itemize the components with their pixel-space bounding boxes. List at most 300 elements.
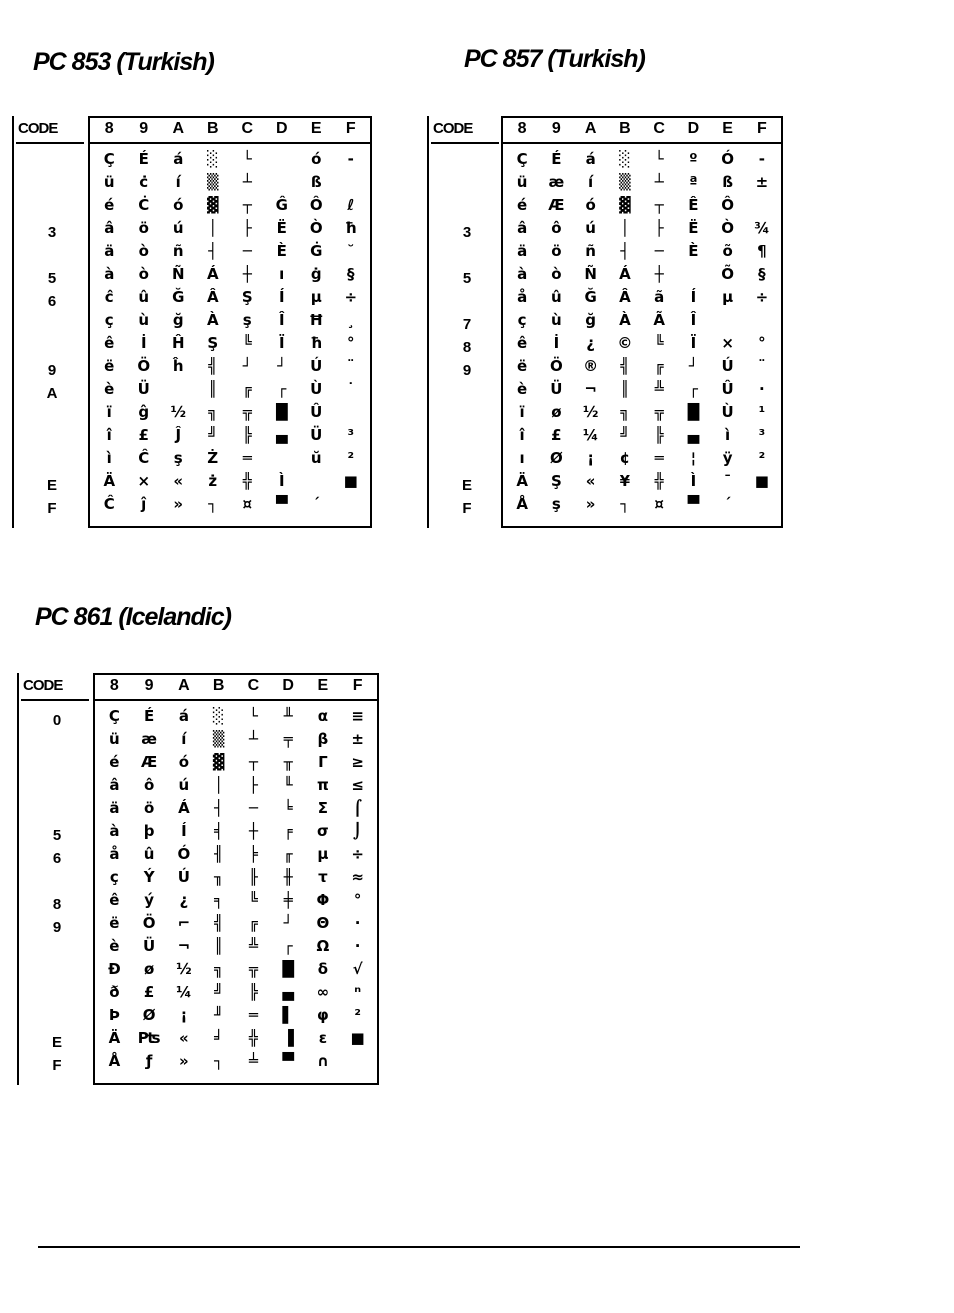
- table-left-border: [12, 116, 14, 528]
- char-cell: ┴: [654, 173, 664, 191]
- char-cell: Ä: [516, 472, 528, 490]
- char-cell: ã: [654, 288, 665, 306]
- char-cell: ─: [654, 242, 664, 260]
- char-cell: Í: [181, 822, 187, 840]
- column-header: B: [619, 120, 631, 137]
- char-cell: ╤: [283, 730, 293, 748]
- char-cell: Ó: [721, 150, 734, 168]
- char-cell: Â: [619, 288, 631, 306]
- char-cell: û: [143, 845, 155, 863]
- row-label: F: [47, 500, 57, 517]
- char-cell: ╞: [248, 845, 258, 863]
- char-cell: î: [106, 426, 112, 444]
- char-cell: ▀: [687, 495, 700, 513]
- char-cell: ╘: [283, 799, 293, 817]
- row-label: 5: [52, 827, 62, 844]
- char-cell: Ω: [316, 937, 330, 955]
- char-cell: ç: [517, 311, 527, 329]
- char-cell: ╜: [214, 1006, 224, 1024]
- row-label: 3: [47, 224, 57, 241]
- code-header: CODE: [18, 120, 58, 137]
- char-cell: »: [173, 495, 184, 513]
- char-cell: º: [689, 150, 698, 168]
- char-cell: ü: [516, 173, 528, 191]
- char-cell: à: [104, 265, 115, 283]
- char-cell: ╕: [214, 891, 224, 909]
- table-title-pc861: PC 861 (Icelandic): [35, 603, 231, 631]
- char-cell: Ö: [549, 357, 563, 375]
- char-cell: ■: [754, 472, 769, 490]
- char-cell: ò: [551, 265, 562, 283]
- char-cell: ╠: [654, 426, 664, 444]
- char-cell: á: [178, 707, 189, 725]
- char-cell: ╚: [242, 334, 252, 352]
- char-cell: ░: [206, 150, 219, 168]
- char-cell: Ä: [103, 472, 116, 490]
- char-cell: ñ: [172, 242, 184, 260]
- char-cell: Ĝ: [275, 196, 288, 214]
- char-cell: µ: [722, 288, 734, 306]
- char-cell: [161, 378, 196, 401]
- char-cell: ¯: [723, 472, 732, 490]
- char-cell: Ü: [550, 380, 563, 398]
- char-cell: ħ: [344, 219, 357, 237]
- char-cell: ₧: [137, 1029, 161, 1047]
- char-cell: £: [138, 426, 149, 444]
- char-cell: ∞: [316, 983, 330, 1001]
- char-cell: ë: [104, 357, 115, 375]
- char-cell: ╝: [214, 983, 224, 1001]
- column-header: E: [317, 677, 329, 694]
- char-cell: °: [353, 891, 362, 909]
- char-cell: ┼: [654, 265, 664, 283]
- row-label: F: [462, 500, 472, 517]
- char-cell: └: [242, 150, 252, 168]
- char-cell: │: [620, 219, 630, 237]
- char-cell: ≥: [351, 753, 364, 771]
- char-cell: [745, 493, 779, 516]
- char-cell: Á: [178, 799, 190, 817]
- char-cell: ï: [106, 403, 112, 421]
- char-cell: Ý: [143, 868, 155, 886]
- char-cell: ╨: [283, 707, 293, 725]
- char-cell: ç: [109, 868, 119, 886]
- char-cell: Ş: [550, 472, 562, 490]
- char-cell: ò: [138, 242, 149, 260]
- char-cell: ±: [351, 730, 364, 748]
- char-cell: Å: [516, 495, 528, 513]
- char-cell: ─: [248, 799, 258, 817]
- char-cell: ▓: [206, 196, 219, 214]
- char-cell: à: [109, 822, 120, 840]
- char-cell: ß: [722, 173, 734, 191]
- char-cell: Θ: [316, 914, 330, 932]
- char-cell: ó: [173, 196, 184, 214]
- column-header-row: [505, 116, 779, 142]
- code-header: CODE: [433, 120, 473, 137]
- char-cell: Ð: [108, 960, 121, 978]
- char-cell: ╖: [214, 868, 224, 886]
- column-header: 9: [139, 120, 149, 137]
- column-header: E: [722, 120, 733, 137]
- char-cell: »: [179, 1052, 189, 1070]
- char-cell: ∩: [316, 1052, 329, 1070]
- char-cell: ▌: [282, 1006, 294, 1024]
- char-cell: è: [109, 937, 120, 955]
- char-cell: ë: [517, 357, 528, 375]
- char-cell: ░: [212, 707, 225, 725]
- char-cell: -: [758, 150, 765, 168]
- char-cell: ·: [354, 914, 361, 932]
- char-cell: Û: [310, 403, 323, 421]
- column-header: D: [687, 120, 700, 137]
- char-cell: Î: [690, 311, 697, 329]
- char-cell: ┘: [242, 357, 252, 375]
- char-cell: ╬: [242, 472, 252, 490]
- column-header: A: [172, 120, 185, 137]
- char-cell: »: [585, 495, 596, 513]
- char-cell: Ú: [310, 357, 323, 375]
- char-cell: ƒ: [145, 1052, 153, 1070]
- char-cell: ¿: [179, 891, 189, 909]
- char-cell: û: [551, 288, 562, 306]
- code-table-pc853: [12, 116, 374, 528]
- char-cell: ┴: [242, 173, 252, 191]
- char-cell: ñ: [585, 242, 596, 260]
- char-cell: û: [138, 288, 150, 306]
- char-cell: ┬: [248, 753, 258, 771]
- char-cell: ö: [143, 799, 155, 817]
- char-cell: §: [758, 265, 766, 283]
- char-cell: ê: [104, 334, 115, 352]
- char-cell: ×: [721, 334, 734, 352]
- char-cell: ╝: [208, 426, 218, 444]
- char-cell: ε: [318, 1029, 328, 1047]
- char-cell: å: [517, 288, 528, 306]
- column-header: D: [282, 677, 294, 694]
- char-cell: ù: [551, 311, 562, 329]
- column-header: E: [310, 120, 322, 137]
- char-cell: á: [173, 150, 184, 168]
- char-cell: é: [517, 196, 528, 214]
- char-cell: ĝ: [138, 403, 150, 421]
- char-cell: ≡: [351, 707, 364, 725]
- char-cell: ç: [104, 311, 114, 329]
- char-cell: ä: [104, 242, 115, 260]
- char-cell: ċ: [139, 173, 149, 191]
- char-cell: Ï: [278, 334, 285, 352]
- char-cell: Þ: [108, 1006, 120, 1024]
- char-cell: ¨: [758, 357, 766, 375]
- char-cell: ö: [138, 219, 149, 237]
- char-cell: [340, 1050, 375, 1073]
- char-cell: Î: [278, 311, 285, 329]
- column-header: 9: [551, 120, 561, 137]
- char-cell: Á: [206, 265, 219, 283]
- char-cell: ╝: [620, 426, 630, 444]
- char-cell: â: [109, 776, 120, 794]
- column-header-rule: [93, 699, 379, 701]
- char-cell: ─: [242, 242, 252, 260]
- char-cell: ║: [208, 380, 218, 398]
- char-cell: Ğ: [172, 288, 185, 306]
- char-cell: ô: [143, 776, 155, 794]
- char-cell: ê: [517, 334, 528, 352]
- char-cell: ¿: [586, 334, 595, 352]
- char-cell: ú: [178, 776, 190, 794]
- char-cell: ╡: [214, 822, 224, 840]
- char-cell: ³: [758, 426, 766, 444]
- char-cell: ë: [109, 914, 120, 932]
- column-header: F: [756, 120, 767, 137]
- char-cell: ╢: [214, 845, 224, 863]
- char-cell: ó: [585, 196, 596, 214]
- char-cell: ¨: [347, 357, 355, 375]
- char-cell: ì: [106, 449, 112, 467]
- char-cell: ²: [758, 449, 766, 467]
- char-cell: ┤: [620, 242, 630, 260]
- row-label: 8: [52, 896, 62, 913]
- char-cell: ÷: [755, 288, 769, 306]
- char-cell: ÷: [351, 845, 364, 863]
- char-cell: ⌡: [353, 822, 363, 840]
- char-cell: õ: [722, 242, 733, 260]
- char-cell: ░: [619, 150, 631, 168]
- char-cell: [676, 263, 710, 286]
- char-cell: ô: [551, 219, 562, 237]
- char-cell: ■: [343, 472, 358, 490]
- char-cell: æ: [141, 730, 157, 748]
- char-cell: ¬: [584, 380, 597, 398]
- char-cell: [711, 309, 745, 332]
- char-cell: ¤: [654, 495, 664, 513]
- char-cell: ¾: [754, 219, 770, 237]
- char-cell: í: [588, 173, 594, 191]
- char-cell: ▄: [282, 983, 294, 1001]
- table-title-pc857: PC 857 (Turkish): [464, 45, 645, 73]
- char-cell: ª: [689, 173, 698, 191]
- char-cell: Ö: [137, 357, 151, 375]
- char-cell: À: [619, 311, 631, 329]
- char-cell: Ò: [309, 219, 323, 237]
- char-cell: ┘: [277, 357, 287, 375]
- char-cell: ¶: [757, 242, 767, 260]
- column-header-rule: [501, 142, 783, 144]
- char-cell: ¢: [619, 449, 631, 467]
- char-cell: Í: [690, 288, 697, 306]
- char-cell: ⁿ: [354, 983, 362, 1001]
- char-cell: ı: [519, 449, 525, 467]
- column-header: 9: [144, 677, 154, 694]
- char-cell: ş: [551, 495, 561, 513]
- table-left-border: [17, 673, 19, 1085]
- char-cell: ¤: [242, 495, 253, 513]
- char-cell: Ñ: [171, 265, 185, 283]
- char-cell: ¡: [587, 449, 595, 467]
- char-cell: [745, 309, 779, 332]
- char-cell: ┐: [620, 495, 630, 513]
- char-cell: ğ: [585, 311, 596, 329]
- char-cell: ü: [109, 730, 120, 748]
- char-cell: ˙: [347, 380, 355, 398]
- char-cell: í: [175, 173, 181, 191]
- char-cell: ╔: [248, 914, 258, 932]
- char-cell: ╪: [283, 891, 293, 909]
- char-cell: [299, 470, 334, 493]
- column-header: D: [275, 120, 288, 137]
- char-cell: ·: [354, 937, 361, 955]
- char-cell: ú: [585, 219, 596, 237]
- char-cell: █: [282, 960, 294, 978]
- char-cell: ż: [208, 472, 218, 490]
- char-cell: ╙: [283, 776, 293, 794]
- char-cell: ║: [620, 380, 630, 398]
- char-cell: ╠: [248, 983, 258, 1001]
- char-cell: ½: [176, 960, 192, 978]
- char-cell: ╗: [208, 403, 218, 421]
- code-header: CODE: [23, 677, 63, 694]
- char-cell: £: [551, 426, 562, 444]
- row-label: 5: [47, 270, 57, 287]
- column-header: C: [241, 120, 254, 137]
- char-cell: [334, 493, 369, 516]
- char-cell: Ø: [549, 449, 563, 467]
- char-cell: ó: [311, 150, 322, 168]
- column-header: 8: [104, 120, 114, 137]
- char-cell: Ü: [143, 937, 156, 955]
- char-cell: Ĉ: [138, 449, 150, 467]
- char-cell: È: [688, 242, 699, 260]
- char-cell: ü: [103, 173, 115, 191]
- char-cell: µ: [310, 288, 322, 306]
- char-cell: Ĉ: [103, 495, 115, 513]
- column-header: A: [584, 120, 597, 137]
- char-cell: Ú: [721, 357, 734, 375]
- char-cell: δ: [317, 960, 329, 978]
- char-cell: ▀: [275, 495, 288, 513]
- char-cell: ⌠: [353, 799, 363, 817]
- char-cell: å: [109, 845, 120, 863]
- char-cell: ═: [654, 449, 664, 467]
- row-label: 9: [462, 362, 472, 379]
- char-cell: ╚: [654, 334, 664, 352]
- char-cell: ı: [279, 265, 285, 283]
- char-cell: Ħ: [308, 311, 324, 329]
- char-cell: «: [585, 472, 596, 490]
- char-cell: Ã: [653, 311, 665, 329]
- char-cell: ĵ: [141, 495, 147, 513]
- char-cell: °: [347, 334, 355, 352]
- char-cell: Ì: [278, 472, 285, 490]
- char-cell: ĥ: [172, 357, 184, 375]
- char-cell: ╒: [283, 822, 293, 840]
- char-cell: İ: [140, 334, 147, 352]
- char-cell: ╦: [248, 960, 258, 978]
- char-cell: [265, 148, 300, 171]
- char-cell: ┬: [654, 196, 664, 214]
- char-cell: Û: [721, 380, 734, 398]
- char-cell: ╗: [214, 960, 224, 978]
- char-cell: Â: [206, 288, 219, 306]
- char-cell: ä: [109, 799, 120, 817]
- row-label: 8: [462, 339, 472, 356]
- char-cell: è: [104, 380, 115, 398]
- column-header-rule: [88, 142, 372, 144]
- row-label: 0: [52, 712, 62, 729]
- char-cell: Ë: [276, 219, 287, 237]
- char-cell: ø: [551, 403, 562, 421]
- column-header-row: [97, 673, 375, 699]
- char-cell: ê: [109, 891, 120, 909]
- char-cell: Á: [619, 265, 631, 283]
- char-cell: Ó: [177, 845, 191, 863]
- char-cell: Φ: [316, 891, 330, 909]
- char-cell: [265, 171, 300, 194]
- char-cell: µ: [317, 845, 329, 863]
- char-cell: [334, 171, 369, 194]
- char-cell: ⌐: [177, 914, 191, 932]
- row-label: 9: [47, 362, 57, 379]
- column-header: A: [178, 677, 190, 694]
- column-header: F: [352, 677, 363, 694]
- char-cell: è: [517, 380, 528, 398]
- char-cell: ¸: [347, 311, 355, 329]
- column-header: 8: [517, 120, 527, 137]
- code-header-rule: [21, 699, 89, 701]
- char-cell: ║: [214, 937, 224, 955]
- char-cell: ß: [310, 173, 322, 191]
- char-cell: ò: [138, 265, 149, 283]
- row-label: F: [52, 1057, 62, 1074]
- char-cell: σ: [317, 822, 329, 840]
- char-cell: ■: [350, 1029, 365, 1047]
- char-cell: ▒: [206, 173, 219, 191]
- char-cell: ▐: [282, 1029, 294, 1047]
- char-cell: ╔: [242, 380, 252, 398]
- char-cell: ╥: [283, 753, 293, 771]
- char-cell: ğ: [172, 311, 184, 329]
- char-cell: é: [109, 753, 120, 771]
- char-cell: ½: [170, 403, 187, 421]
- char-cell: ▄: [275, 426, 288, 444]
- char-cell: ş: [242, 311, 252, 329]
- char-cell: É: [551, 150, 562, 168]
- char-cell: ä: [517, 242, 528, 260]
- char-cell: ▄: [687, 426, 700, 444]
- char-cell: À: [206, 311, 219, 329]
- char-cell: Õ: [721, 265, 734, 283]
- char-cell: Ü: [137, 380, 150, 398]
- char-cell: Å: [108, 1052, 121, 1070]
- char-cell: ▒: [619, 173, 631, 191]
- char-cell: ì: [725, 426, 731, 444]
- char-cell: ┼: [248, 822, 258, 840]
- char-cell: ╣: [208, 357, 218, 375]
- char-cell: £: [143, 983, 155, 1001]
- row-label: E: [46, 477, 57, 494]
- char-cell: ≈: [351, 868, 364, 886]
- char-cell: ×: [137, 472, 151, 490]
- code-table-pc857: [427, 116, 783, 528]
- char-cell: ┼: [242, 265, 252, 283]
- char-cell: ´: [312, 495, 320, 513]
- char-cell: Ô: [721, 196, 734, 214]
- row-label: 5: [462, 270, 472, 287]
- char-cell: á: [585, 150, 596, 168]
- char-cell: ½: [582, 403, 599, 421]
- char-cell: ╩: [654, 380, 664, 398]
- char-cell: ·: [759, 380, 765, 398]
